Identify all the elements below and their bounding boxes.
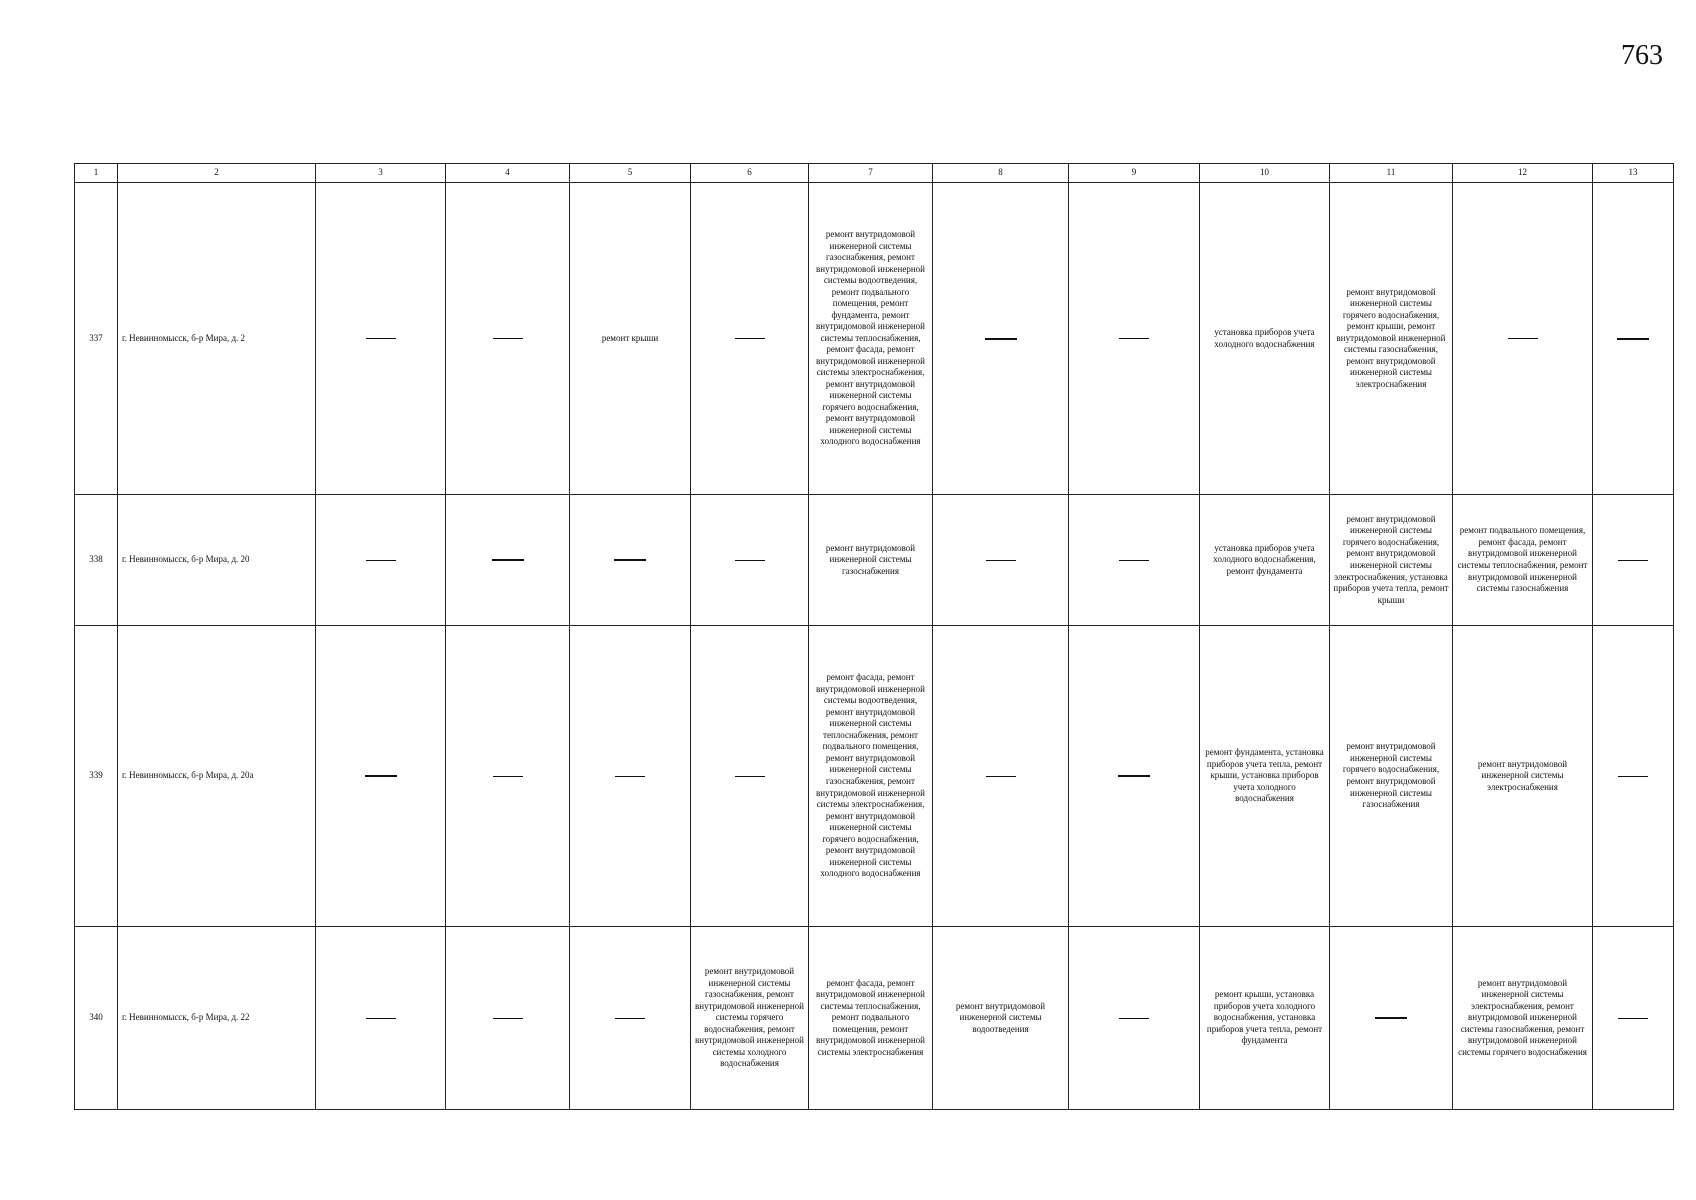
dash-mark	[366, 338, 396, 339]
dash-mark	[1618, 1018, 1648, 1019]
work-cell: ремонт внутридомовой инженерной системы горячего водоснабжения, ремонт внутридомовой инженерной системы электроснабжения, установка приборов учета тепла, ремонт крыши	[1330, 495, 1453, 626]
dash-mark	[1119, 1018, 1149, 1019]
row-number: 338	[75, 495, 118, 626]
dash-mark	[735, 776, 765, 777]
empty-cell	[1330, 927, 1453, 1110]
dash-mark	[1508, 338, 1538, 339]
dash-mark	[986, 560, 1016, 561]
work-cell: ремонт внутридомовой инженерной системы электроснабжения, ремонт внутридомовой инженерной системы газоснабжения, ремонт внутридомовой инженерной системы горячего водоснабжения	[1453, 927, 1593, 1110]
dash-mark	[493, 338, 523, 339]
work-cell: ремонт внутридомовой инженерной системы водоотведения	[933, 927, 1069, 1110]
empty-cell	[1593, 626, 1674, 927]
empty-cell	[1069, 183, 1200, 495]
empty-cell	[1069, 626, 1200, 927]
row-number: 340	[75, 927, 118, 1110]
empty-cell	[691, 183, 809, 495]
column-number: 11	[1330, 164, 1453, 183]
empty-cell	[691, 626, 809, 927]
empty-cell	[316, 927, 446, 1110]
empty-cell	[691, 495, 809, 626]
page-number: 763	[1621, 40, 1663, 71]
empty-cell	[316, 183, 446, 495]
work-cell: ремонт подвального помещения, ремонт фасада, ремонт внутридомовой инженерной системы теплоснабжения, ремонт внутридомовой инженерной системы газоснабжения	[1453, 495, 1593, 626]
column-number: 9	[1069, 164, 1200, 183]
empty-cell	[933, 183, 1069, 495]
work-cell: ремонт внутридомовой инженерной системы горячего водоснабжения, ремонт крыши, ремонт внутридомовой инженерной системы газоснабжения, ремонт внутридомовой инженерной системы электроснабжения	[1330, 183, 1453, 495]
address-cell: г. Невинномысск, б-р Мира, д. 2	[118, 183, 316, 495]
address-cell: г. Невинномысск, б-р Мира, д. 20	[118, 495, 316, 626]
dash-mark	[735, 560, 765, 561]
address-cell: г. Невинномысск, б-р Мира, д. 20а	[118, 626, 316, 927]
empty-cell	[1593, 927, 1674, 1110]
empty-cell	[1593, 183, 1674, 495]
column-number: 3	[316, 164, 446, 183]
empty-cell	[1453, 183, 1593, 495]
empty-cell	[446, 927, 570, 1110]
empty-cell	[1593, 495, 1674, 626]
work-cell: ремонт фасада, ремонт внутридомовой инженерной системы теплоснабжения, ремонт подвального помещения, ремонт внутридомовой инженерной системы электроснабжения	[809, 927, 933, 1110]
dash-mark	[986, 776, 1016, 777]
work-cell: ремонт внутридомовой инженерной системы электроснабжения	[1453, 626, 1593, 927]
column-number: 10	[1200, 164, 1330, 183]
work-cell: ремонт внутридомовой инженерной системы горячего водоснабжения, ремонт внутридомовой инженерной системы газоснабжения	[1330, 626, 1453, 927]
empty-cell	[1069, 927, 1200, 1110]
empty-cell	[933, 495, 1069, 626]
dash-mark	[366, 560, 396, 561]
work-cell: ремонт крыши	[570, 183, 691, 495]
empty-cell	[933, 626, 1069, 927]
column-number: 8	[933, 164, 1069, 183]
dash-mark	[615, 1018, 645, 1019]
empty-cell	[570, 626, 691, 927]
empty-cell	[1069, 495, 1200, 626]
work-cell: установка приборов учета холодного водоснабжения	[1200, 183, 1330, 495]
dash-mark	[1375, 1017, 1407, 1019]
empty-cell	[446, 626, 570, 927]
table-row	[75, 626, 1674, 927]
column-number: 7	[809, 164, 933, 183]
dash-mark	[365, 775, 397, 777]
table-row	[75, 927, 1674, 1110]
dash-mark	[493, 1018, 523, 1019]
dash-mark	[1118, 775, 1150, 777]
column-number: 2	[118, 164, 316, 183]
column-number: 5	[570, 164, 691, 183]
dash-mark	[1119, 560, 1149, 561]
work-cell: ремонт крыши, установка приборов учета холодного водоснабжения, установка приборов учета тепла, ремонт фундамента	[1200, 927, 1330, 1110]
empty-cell	[446, 183, 570, 495]
dash-mark	[1119, 338, 1149, 339]
column-number: 4	[446, 164, 570, 183]
dash-mark	[492, 559, 524, 561]
work-cell: ремонт фасада, ремонт внутридомовой инженерной системы водоотведения, ремонт внутридомовой инженерной системы теплоснабжения, ремонт подвального помещения, ремонт внутридомовой инженерной системы газоснабжения, ремонт внутридомовой инженерной системы электроснабжения, ремонт внутридомовой инженерной системы горячего водоснабжения, ремонт внутридомовой инженерной системы холодного водоснабжения	[809, 626, 933, 927]
dash-mark	[735, 338, 765, 339]
row-number: 339	[75, 626, 118, 927]
empty-cell	[316, 495, 446, 626]
address-cell: г. Невинномысск, б-р Мира, д. 22	[118, 927, 316, 1110]
dash-mark	[1618, 560, 1648, 561]
empty-cell	[316, 626, 446, 927]
dash-mark	[366, 1018, 396, 1019]
dash-mark	[985, 338, 1017, 340]
work-cell: ремонт внутридомовой инженерной системы газоснабжения	[809, 495, 933, 626]
table-row	[75, 495, 1674, 626]
empty-cell	[446, 495, 570, 626]
dash-mark	[615, 776, 645, 777]
work-cell: установка приборов учета холодного водоснабжения, ремонт фундамента	[1200, 495, 1330, 626]
column-number: 13	[1593, 164, 1674, 183]
column-number: 12	[1453, 164, 1593, 183]
work-cell: ремонт внутридомовой инженерной системы газоснабжения, ремонт внутридомовой инженерной системы горячего водоснабжения, ремонт внутридомовой инженерной системы холодного водоснабжения	[691, 927, 809, 1110]
dash-mark	[614, 559, 646, 561]
dash-mark	[1618, 776, 1648, 777]
empty-cell	[570, 495, 691, 626]
work-cell: ремонт фундамента, установка приборов учета тепла, ремонт крыши, установка приборов учета холодного водоснабжения	[1200, 626, 1330, 927]
dash-mark	[493, 776, 523, 777]
column-number-row	[75, 164, 1674, 183]
column-number: 1	[75, 164, 118, 183]
column-number: 6	[691, 164, 809, 183]
dash-mark	[1617, 338, 1649, 340]
work-cell: ремонт внутридомовой инженерной системы газоснабжения, ремонт внутридомовой инженерной системы водоотведения, ремонт подвального помещения, ремонт фундамента, ремонт внутридомовой инженерной системы теплоснабжения, ремонт фасада, ремонт внутридомовой инженерной системы электроснабжения, ремонт внутридомовой инженерной системы горячего водоснабжения, ремонт внутридомовой инженерной системы холодного водоснабжения	[809, 183, 933, 495]
table-row	[75, 183, 1674, 495]
row-number: 337	[75, 183, 118, 495]
repair-schedule-table	[74, 163, 1674, 1110]
empty-cell	[570, 927, 691, 1110]
